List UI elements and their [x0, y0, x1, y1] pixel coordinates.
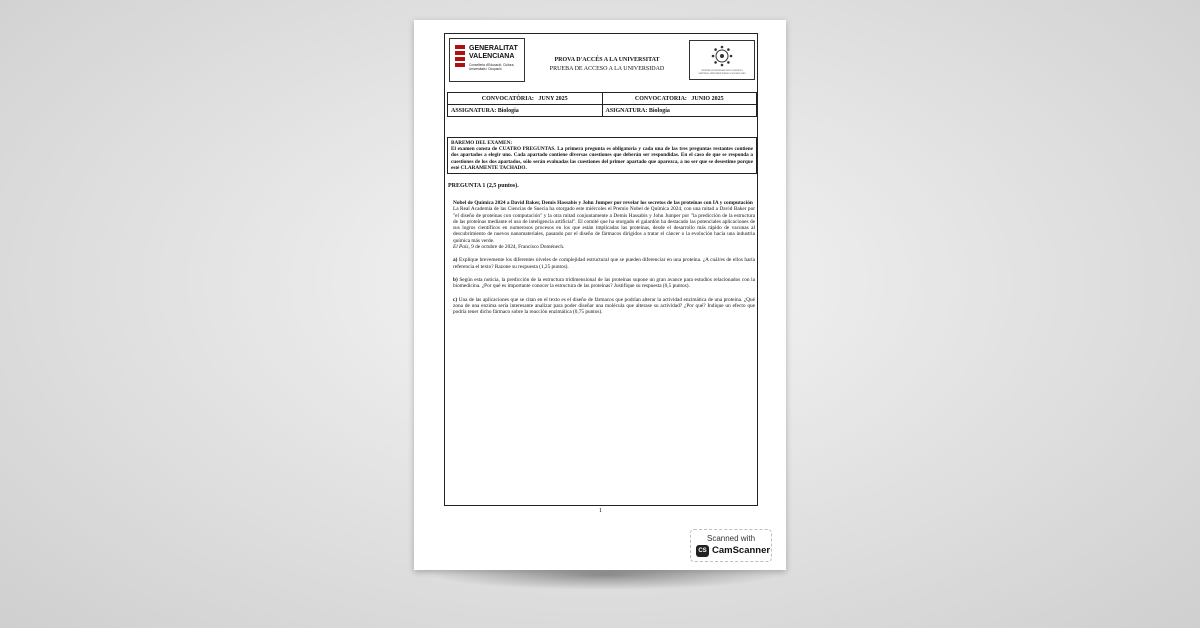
scanned-with-text: Scanned with — [706, 534, 756, 543]
camscanner-watermark — [690, 529, 772, 562]
convocatoria-valencian: CONVOCATÒRIA: JUNY 2025 — [448, 93, 603, 105]
instructions-title: BAREMO DEL EXAMEN: — [451, 140, 513, 146]
article-title: Nobel de Química 2024 a David Baker, Demis Hassabis y John Jumper por revelar los secretos de las proteínas con IA y computación — [453, 200, 753, 206]
assignatura-valencian: ASSIGNATURA: Biologia — [448, 105, 603, 117]
exam-title: PROVA D'ACCÉS A LA UNIVERSITAT PRUEBA DE ACCESO A LA UNIVERSIDAD — [549, 57, 665, 72]
question-1a: a) Explique brevemente los diferentes niveles de complejidad estructural que se pueden diferenciar en una proteína. ¿A cuál/es de ellos haría referencia el texto? Razone su respuesta (1,25 puntos). — [453, 257, 756, 270]
convocatoria-table — [447, 92, 757, 117]
university-system-text: SISTEMA UNIVERSITARI VALENCIÀ SISTEMA UNIVERSITARIO VALENCIANO — [698, 69, 746, 75]
asignatura-spanish: ASIGNATURA: Biología — [602, 105, 757, 117]
camscanner-logo-icon: CS — [696, 545, 709, 557]
university-emblem-icon — [710, 45, 734, 67]
question-1-heading: PREGUNTA 1 (2,5 puntos). — [448, 183, 519, 189]
article-text: La Real Academia de las Ciencias de Suecia ha otorgado este miércoles el Premio Nobel de Química 2024, con una mitad a David Baker por "el diseño de proteínas con computación" y la otra mitad conjuntamente a Demis Hassabis y John Jumper por "la predicción de la estructura de las proteínas mediante el uso de inteligencia artificial". El comité que ha otorgado el galardón ha destacado las potenciales aplicaciones de sus logros científicos en numerosos procesos en los que están implicadas las proteínas, desde el desarrollo más rápido de vacunas al descubrimiento de nuevos nanomateriales, pasando por el diseño de fármacos dirigidos a tratar el cáncer o la evolución hacia una industria química más verde. — [453, 206, 755, 244]
question-1-body — [453, 200, 755, 322]
generalitat-name: GENERALITAT VALENCIANA — [469, 45, 518, 60]
question-1b: b) Según esta noticia, la predicción de la estructura tridimensional de las proteínas supone un gran avance para estudios relacionados con la biomedicina. ¿Por qué es importante conocer la estructura de las proteínas? Justifique su respuesta (0,5 puntos). — [453, 276, 756, 290]
exam-frame — [444, 33, 758, 506]
generalitat-logo — [449, 38, 525, 82]
page-number: 1 — [599, 508, 602, 514]
exam-instructions — [447, 137, 757, 174]
article-source: El País, 9 de octubre de 2024, Francisco Doménech. — [453, 244, 565, 251]
question-1c: c) Una de las aplicaciones que se citan en el texto es el diseño de fármacos que podrían alterar la actividad enzimática de una proteína. ¿Qué zona de una enzima sería interesante analizar para poder diseñar una molécula que alterase su actividad? ¿Por qué? Indique un efecto que podría tener dicho fármaco sobre la reacción enzimática (0,75 puntos). — [453, 296, 756, 316]
scanned-page — [414, 20, 786, 570]
instructions-text: El examen consta de CUATRO PREGUNTAS. La primera pregunta es obligatoria y cada una de las tres preguntas restantes contiene dos apartados a elegir uno. Cada apartado contiene diversas cuestiones que deberán ser respondidas. En el caso de que se responda a cuestiones de los dos apartados, sólo serán evaluadas las cuestiones del primer apartado que aparezca, a no ser que se desestime porque esté CLARAMENTE TACHADO. — [451, 146, 753, 171]
convocatoria-spanish: CONVOCATORIA: JUNIO 2025 — [602, 93, 757, 105]
camscanner-name: CamScanner — [712, 545, 771, 556]
conselleria-name: Conselleria d'Educació, Cultura, Universitats i Ocupació — [469, 63, 515, 71]
generalitat-bars-icon — [455, 45, 465, 67]
university-system-logo — [689, 40, 755, 80]
